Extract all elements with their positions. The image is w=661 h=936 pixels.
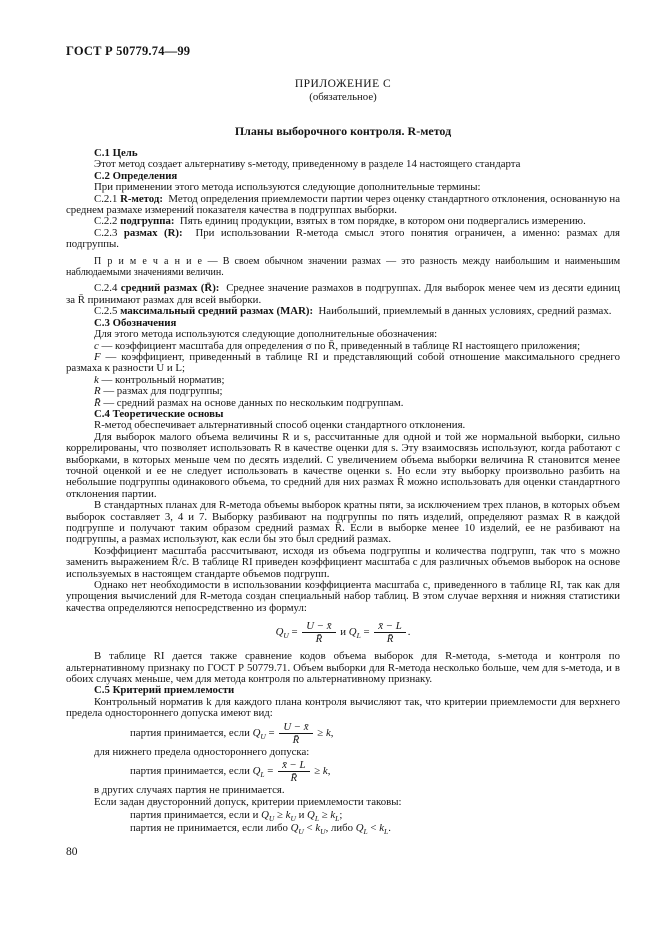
two-sided-accept-criterion xyxy=(66,808,620,824)
subscript-l: L xyxy=(356,631,361,641)
section-c2-heading: С.2 Определения xyxy=(94,169,178,182)
definition-text: Пять единиц продукции, взятых в том порядке, в котором они подвергались измерению. xyxy=(179,215,586,228)
denominator: R̄ xyxy=(315,633,323,646)
relation-sign: ≥ xyxy=(277,808,283,821)
subscript-u: U xyxy=(268,814,275,824)
definition-range xyxy=(66,228,620,251)
section-c3-intro: Для этого метода используются следующие дополнительные обозначения: xyxy=(94,328,438,341)
variable-q: Q xyxy=(348,626,357,639)
section-c1-paragraph: Этот метод создает альтернативу s-методу, приведенному в разделе 14 настоящего стандарта xyxy=(94,158,521,171)
note xyxy=(66,256,620,279)
criterion-text: партия принимается, если и xyxy=(130,808,259,821)
section-c4-paragraph-6: В таблице RI дается также сравнение кодов объема выборок для R-метода, s-метода и контроля по альтернативному признаку по ГОСТ Р 50779.71. Объем выборки для R-метода несколько больше, чем для s-метода, и в обоих случаях меньше, чем для метода контроля по альтернативному признаку. xyxy=(66,650,620,686)
relation-sign: ≥ xyxy=(317,726,324,739)
document-body xyxy=(66,148,620,835)
definition-term: размах (R): xyxy=(123,226,183,239)
note-text: — В своем обычном значении размах — это разность между наибольшим и наименьшим наблюдаемыми значениями величин. xyxy=(66,255,621,279)
definition-term: максимальный средний размах (MAR): xyxy=(120,305,314,318)
relation-sign: < xyxy=(306,822,313,835)
numerator: x̄ − L xyxy=(378,620,402,633)
criterion-text: партия принимается, если xyxy=(130,726,250,739)
definition-number: С.2.5 xyxy=(94,305,118,318)
variable-k: k xyxy=(325,726,331,739)
subscript-l: L xyxy=(363,827,368,837)
variable-k: k xyxy=(315,822,321,835)
acceptance-criterion-lower xyxy=(66,760,620,783)
definition-number: С.2.1 xyxy=(94,192,118,205)
numerator: U − x̄ xyxy=(306,620,332,633)
section-c1-heading: С.1 Цель xyxy=(94,147,138,159)
definition-term: R-метод: xyxy=(120,192,163,205)
definition-mean-range xyxy=(66,283,620,306)
fraction xyxy=(279,722,312,745)
two-sided-reject-criterion xyxy=(66,822,620,837)
fraction xyxy=(302,621,335,644)
symbol-description: — коэффициент, приведенный в таблице RI и представляющий собой отношение максимального среднего размаха к разности U и L; xyxy=(66,350,620,375)
conjunction: и xyxy=(340,626,347,639)
relation-sign: ≥ xyxy=(314,765,321,778)
appendix-label: ПРИЛОЖЕНИЕ С xyxy=(294,78,392,90)
section-c4-heading: С.4 Теоретические основы xyxy=(94,407,224,420)
subscript-l: L xyxy=(384,827,389,837)
subscript-u: U xyxy=(290,814,296,824)
section-c3-heading: С.3 Обозначения xyxy=(94,316,177,329)
acceptance-criterion-upper xyxy=(66,722,620,745)
subscript-l: L xyxy=(335,814,340,824)
section-c5-paragraph-1: Контрольный норматив k для каждого плана контроля вычисляют так, что критерии приемлемости для верхнего предела одностороннего допуска имеют вид: xyxy=(66,695,620,720)
variable-k: k xyxy=(330,808,336,821)
symbol-description: — средний размах на основе данных по нескольким подгруппам. xyxy=(103,396,404,409)
definition-number: С.2.2 xyxy=(94,215,118,228)
subscript-l: L xyxy=(260,770,265,780)
variable-q: Q xyxy=(307,808,315,821)
subscript-u: U xyxy=(283,631,289,641)
symbol-description: — размах для подгруппы; xyxy=(103,385,223,398)
criterion-text: партия принимается, если xyxy=(130,765,250,778)
punctuation: , xyxy=(330,726,334,739)
variable-q: Q xyxy=(275,626,284,639)
section-c4-paragraph-1: R-метод обеспечивает альтернативный способ оценки стандартного отклонения. xyxy=(94,419,466,432)
conjunction: и xyxy=(298,808,305,821)
definition-term: средний размах (R̄): xyxy=(120,282,220,295)
symbol-description: — контрольный норматив; xyxy=(101,373,225,386)
symbol: c xyxy=(94,339,99,352)
symbol: F xyxy=(94,350,101,363)
symbol-item-f xyxy=(66,352,620,375)
symbol: R xyxy=(94,385,101,398)
definition-text: При использовании R-метода смысл этого понятия ограничен, а именно: размах для подгруппы. xyxy=(66,226,620,251)
numerator: x̄ − L xyxy=(282,759,306,772)
denominator: R̄ xyxy=(290,772,298,785)
symbol: R̄ xyxy=(94,396,101,409)
conjunction: , либо xyxy=(325,822,354,835)
formula-quality-statistics xyxy=(66,621,620,644)
equals-sign: = xyxy=(291,626,298,639)
definition-number: С.2.3 xyxy=(94,226,118,239)
section-c5-two-sided-intro: Если задан двусторонний допуск, критерии приемлемости таковы: xyxy=(94,795,402,808)
page-number: 80 xyxy=(66,846,78,858)
punctuation: , xyxy=(327,765,331,778)
variable-k: k xyxy=(285,808,291,821)
relation-sign: < xyxy=(370,822,377,835)
definition-number: С.2.4 xyxy=(94,282,118,295)
criterion-text: партия не принимается, если либо xyxy=(130,822,288,835)
numerator: U − x̄ xyxy=(283,720,309,733)
punctuation: . xyxy=(407,626,411,639)
definition-mar xyxy=(66,306,620,317)
definition-text: Метод определения приемлемости партии через оценку стандартного отклонения, основанную на среднем размахе измерений показателя качества в подгруппах выборки. xyxy=(66,192,620,217)
variable-q: Q xyxy=(355,822,364,835)
section-c4-paragraph-2: Для выборок малого объема величины R и s, рассчитанные для одной и той же нормальной выборки, сильно коррелированы, что позволяет использовать R в качестве оценки для s. Эту взаимосвязь используют, когда работают с выборками, в которых меньше чем по десять изделий. С увеличением объема выборки величина R становится менее точной оценкой и ее не следует использовать в качестве оценки s. Но если эту выборку произвольно разбить на небольшие подгруппы одинакового объема, то средний для них размах R̄ можно использовать для оценки стандартного отклонения партии. xyxy=(66,430,620,500)
definition-r-method xyxy=(66,194,620,217)
definition-text: Среднее значение размахов в подгруппах. Для выборок менее чем из десяти единиц за R̄ принимают размах для всей выборки. xyxy=(66,282,620,306)
subscript-l: L xyxy=(314,814,320,824)
subscript-u: U xyxy=(260,731,266,741)
subscript-u: U xyxy=(298,827,304,837)
symbol-description: — коэффициент масштаба для определения σ по R̄, приведенный в таблице RI настоящего приложения; xyxy=(101,339,581,352)
fraction xyxy=(374,621,405,644)
fraction xyxy=(278,760,309,783)
denominator: R̄ xyxy=(292,733,300,746)
variable-q: Q xyxy=(252,765,261,778)
variable-k: k xyxy=(322,765,328,778)
section-c5-heading: С.5 Критерий приемлемости xyxy=(94,684,235,697)
variable-k: k xyxy=(379,822,385,835)
variable-q: Q xyxy=(252,726,261,739)
section-c5-lower-intro: для нижнего предела одностороннего допуска: xyxy=(94,745,310,758)
equals-sign: = xyxy=(267,765,274,778)
punctuation: ; xyxy=(339,808,343,821)
section-c4-paragraph-3: В стандартных планах для R-метода объемы выборок кратны пяти, за исключением трех планов, в которых объем выборок составляет 3, 4 и 7. Выборку разбивают на подгруппы по пять изделий, определяют размах R в каждой подгруппе и получают таким образом средний размах R̄. Если в выборке менее 10 изделий, ее не разбивают на подгруппы, а размах используют, как если бы это был средний размах. xyxy=(66,499,620,546)
document-number: ГОСТ Р 50779.74—99 xyxy=(66,44,191,58)
subscript-u: U xyxy=(320,827,326,837)
definition-term: подгруппа: xyxy=(120,215,175,228)
equals-sign: = xyxy=(363,626,370,639)
section-c2-intro: При применении этого метода используются следующие дополнительные термины: xyxy=(94,181,481,194)
appendix-sublabel: (обязательное) xyxy=(309,91,377,103)
denominator: R̄ xyxy=(386,633,394,646)
definition-text: Наибольший, приемлемый в данных условиях, средний размах. xyxy=(318,305,612,318)
appendix-title: Планы выборочного контроля. R-метод xyxy=(234,124,452,138)
symbol: k xyxy=(94,373,99,386)
equals-sign: = xyxy=(268,726,275,739)
note-label: П р и м е ч а н и е xyxy=(94,255,203,267)
variable-q: Q xyxy=(290,822,299,835)
punctuation: . xyxy=(388,822,391,835)
relation-sign: ≥ xyxy=(321,808,328,821)
section-c5-otherwise: в других случаях партия не принимается. xyxy=(94,784,285,797)
section-c4-paragraph-5: Однако нет необходимости в использовании коэффициента масштаба c, приведенного в таблице RI, так как для упрощения вычислений для R-метода создан специальный набор таблиц. В этом случае верхняя и нижняя статистики качества определяются непосредственно из формул: xyxy=(66,579,620,614)
page-content xyxy=(66,78,620,837)
section-c4-paragraph-4: Коэффициент масштаба рассчитывают, исходя из объема подгруппы и количества подгрупп, так что s можно заменить выражением R̄/c. В таблице RI приведен коэффициент масштаба c для различных объемов выборок на основе используемых в настоящем стандарте объемов подгрупп. xyxy=(66,544,620,580)
variable-q: Q xyxy=(261,808,269,821)
